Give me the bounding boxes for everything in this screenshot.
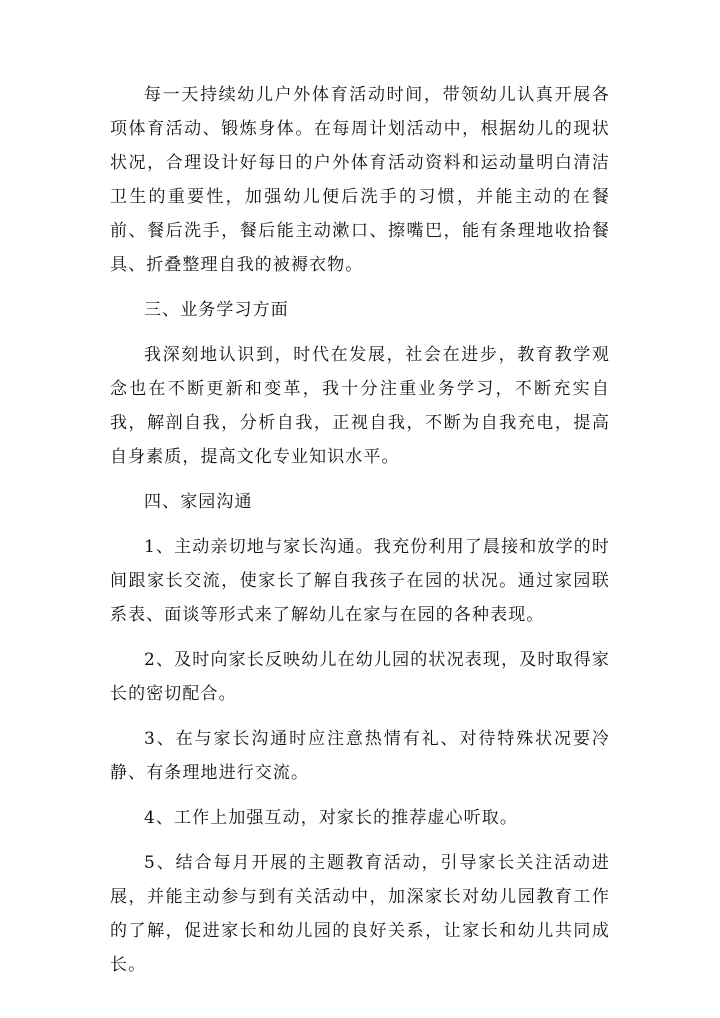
list-item-communication-5: 5、结合每月开展的主题教育活动，引导家长关注活动进展，并能主动参与到有关活动中，加深家长对幼儿园教育工作的了解，促进家长和幼儿园的良好关系，让家长和幼儿共同成长。 [110, 853, 610, 975]
paragraph-business-study: 我深刻地认识到，时代在发展，社会在进步，教育教学观念也在不断更新和变革，我十分注重业务学习，不断充实自我，解剖自我，分析自我，正视自我，不断为自我充电，提高自身素质，提高文化专业知识水平。 [110, 345, 610, 467]
list-item-communication-3: 3、在与家长沟通时应注意热情有礼、对待特殊状况要冷静、有条理地进行交流。 [110, 729, 610, 783]
paragraph-outdoor-activities: 每一天持续幼儿户外体育活动时间，带领幼儿认真开展各项体育活动、锻炼身体。在每周计划活动中，根据幼儿的现状状况，合理设计好每日的户外体育活动资料和运动量明白清洁卫生的重要性，加强幼儿便后洗手的习惯，并能主动的在餐前、餐后洗手，餐后能主动漱口、擦嘴巴，能有条理地收拾餐具、折叠整理自我的被褥衣物。 [110, 85, 610, 275]
list-item-communication-4: 4、工作上加强互动，对家长的推荐虚心听取。 [144, 808, 518, 828]
list-item-communication-1: 1、主动亲切地与家长沟通。我充份利用了晨接和放学的时间跟家长交流，使家长了解自我孩子在园的状况。通过家园联系表、面谈等形式来了解幼儿在家与在园的各种表现。 [110, 537, 610, 625]
section-heading-home-school-communication: 四、家园沟通 [144, 492, 253, 512]
list-item-communication-2: 2、及时向家长反映幼儿在幼儿园的状况表现，及时取得家长的密切配合。 [110, 650, 610, 704]
section-heading-business-study: 三、业务学习方面 [144, 300, 289, 320]
